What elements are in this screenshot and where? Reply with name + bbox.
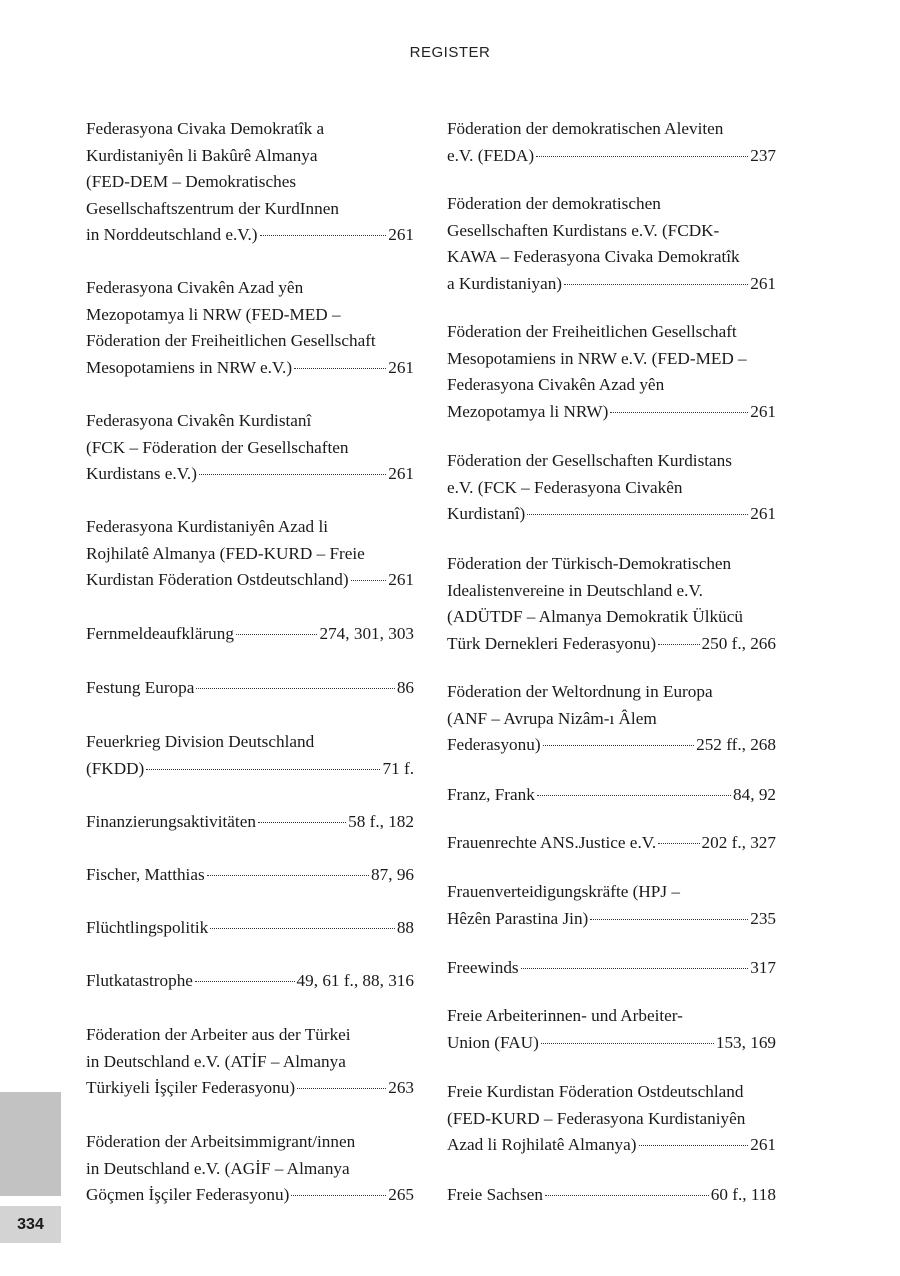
entry-last-line [447, 143, 776, 170]
entry-text: Göçmen İşçiler Federasyonu) [86, 1185, 290, 1204]
dot-leader [590, 919, 748, 920]
entry-last-line [447, 1030, 776, 1057]
entry-text: Kurdistans e.V.) [86, 464, 197, 483]
entry-text: Kurdistan Föderation Ostdeutschland) [86, 570, 349, 589]
entry-line: (FED-DEM – Demokratisches [86, 172, 297, 191]
dot-leader [236, 634, 318, 635]
dot-leader [610, 412, 748, 413]
page-references: 49, 61 f., 88, 316 [296, 971, 414, 990]
entry-last-line [86, 1182, 414, 1209]
entry-line: KAWA – Federasyona Civaka Demokratîk [447, 247, 740, 266]
dot-leader [291, 1195, 386, 1196]
index-entry [86, 275, 414, 381]
entry-line: Feuerkrieg Division Deutschland [86, 732, 315, 751]
thumb-index-tab [0, 1092, 61, 1196]
page-references: 60 f., 118 [710, 1185, 776, 1204]
page-references: 261 [388, 570, 414, 589]
page-references: 261 [750, 401, 776, 421]
entry-line: Föderation der Türkisch-Demokratischen [447, 554, 732, 573]
dot-leader [537, 795, 731, 796]
entry-text: Flüchtlingspolitik [86, 918, 209, 937]
entry-last-line [447, 782, 776, 809]
dot-leader [658, 843, 699, 844]
page-references: 202 f., 327 [701, 833, 776, 852]
entry-line: Föderation der Gesellschaften Kurdistans [447, 451, 732, 470]
entry-line: Frauenverteidigungskräfte (HPJ – [447, 882, 680, 901]
entry-last-line [86, 461, 414, 488]
entry-line: Föderation der demokratischen [447, 194, 661, 213]
entry-line: (FCK – Föderation der Gesellschaften [86, 437, 349, 457]
entry-line: Föderation der demokratischen Aleviten [447, 119, 724, 138]
page-references: 261 [388, 464, 414, 483]
entry-line: Federasyona Civakên Azad yên [86, 278, 304, 297]
page-references: 84, 92 [733, 785, 776, 804]
dot-leader [294, 368, 386, 369]
page-references: 263 [388, 1078, 414, 1097]
entry-last-line [86, 675, 414, 702]
dot-leader [146, 769, 380, 770]
dot-leader [258, 822, 346, 823]
entry-line: Freie Arbeiterinnen- und Arbeiter- [447, 1006, 683, 1025]
dot-leader [541, 1043, 714, 1044]
dot-leader [639, 1145, 749, 1146]
dot-leader [527, 514, 748, 515]
entry-text: Kurdistanî) [447, 504, 526, 523]
entry-line: Föderation der Freiheitlichen Gesellschaft [86, 331, 376, 350]
entry-last-line [86, 915, 414, 942]
index-entry [86, 862, 414, 889]
dot-leader [536, 156, 748, 157]
entry-line: in Deutschland e.V. (AGİF – Almanya [86, 1158, 350, 1178]
entry-last-line [86, 968, 414, 995]
dot-leader [196, 688, 394, 689]
entry-last-line [86, 756, 414, 783]
index-entry [447, 1182, 776, 1209]
index-entry [86, 729, 414, 782]
page-references: 237 [750, 145, 776, 165]
page-references: 317 [750, 958, 776, 977]
index-entry [447, 551, 776, 657]
page-number: 334 [0, 1206, 61, 1243]
index-entry [86, 408, 414, 488]
index-entry [447, 679, 776, 759]
page-references: 250 f., 266 [701, 633, 776, 653]
entry-line: Federasyona Civakên Kurdistanî [86, 411, 312, 430]
entry-last-line [86, 809, 414, 836]
index-entry [447, 1003, 776, 1056]
entry-last-line [86, 621, 414, 648]
entry-line: e.V. (FCK – Federasyona Civakên [447, 477, 683, 497]
entry-line: Föderation der Weltordnung in Europa [447, 682, 713, 701]
running-header: REGISTER [409, 44, 491, 61]
page-references: 88 [396, 918, 414, 937]
dot-leader [543, 745, 695, 746]
entry-line: Föderation der Arbeiter aus der Türkei [86, 1025, 351, 1044]
dot-leader [545, 1195, 709, 1196]
entry-line: Föderation der Arbeitsimmigrant/innen [86, 1132, 356, 1151]
entry-text: Flutkatastrophe [86, 971, 193, 990]
entry-text: Hêzên Parastina Jin) [447, 908, 589, 928]
entry-text: Türkiyeli İşçiler Federasyonu) [86, 1078, 296, 1097]
entry-text: Frauenrechte ANS.Justice e.V. [447, 833, 657, 852]
entry-last-line [86, 567, 414, 594]
entry-text: Freewinds [447, 958, 519, 977]
page-references: 252 ff., 268 [696, 735, 776, 754]
index-entry [447, 1079, 776, 1159]
entry-last-line [447, 906, 776, 933]
dot-leader [297, 1088, 386, 1089]
entry-text: Franz, Frank [447, 785, 535, 804]
page-references: 86 [396, 678, 414, 697]
entry-text: Federasyonu) [447, 735, 541, 754]
dot-leader [351, 580, 387, 581]
entry-text: a Kurdistaniyan) [447, 273, 563, 293]
entry-line: Föderation der Freiheitlichen Gesellschaft [447, 322, 737, 341]
entry-line: (ANF – Avrupa Nizâm-ı Âlem [447, 708, 657, 728]
entry-line: (FED-KURD – Federasyona Kurdistaniyên [447, 1108, 746, 1128]
page-references: 261 [750, 1135, 776, 1154]
entry-line: (ADÜTDF – Almanya Demokratik Ülkücü [447, 607, 743, 626]
index-entry [86, 675, 414, 702]
entry-text: Fischer, Matthias [86, 865, 205, 884]
index-entry [447, 319, 776, 425]
dot-leader [564, 284, 748, 285]
index-entry [447, 955, 776, 982]
entry-last-line [447, 271, 776, 298]
dot-leader [260, 235, 387, 236]
entry-line: Idealistenvereine in Deutschland e.V. [447, 580, 703, 600]
index-entry [86, 621, 414, 648]
index-entry [86, 968, 414, 995]
index-entry [447, 116, 776, 169]
dot-leader [658, 644, 699, 645]
entry-last-line [86, 1075, 414, 1102]
entry-line: Mezopotamya li NRW (FED-MED – [86, 304, 341, 324]
page-references: 261 [388, 357, 414, 377]
entry-line: Freie Kurdistan Föderation Ostdeutschland [447, 1082, 744, 1101]
entry-text: Mezopotamya li NRW) [447, 401, 609, 421]
entry-text: Fernmeldeaufklärung [86, 624, 234, 643]
entry-last-line [86, 222, 414, 249]
entry-last-line [447, 1182, 776, 1209]
page-references: 87, 96 [371, 865, 414, 884]
entry-text: Azad li Rojhilatê Almanya) [447, 1135, 637, 1154]
entry-line: Gesellschaften Kurdistans e.V. (FCDK- [447, 220, 720, 240]
entry-line: Federasyona Kurdistaniyên Azad li [86, 517, 328, 536]
entry-text: e.V. (FEDA) [447, 145, 535, 165]
dot-leader [210, 928, 395, 929]
index-entry [447, 191, 776, 297]
index-entry [86, 1129, 414, 1209]
entry-last-line [447, 1132, 776, 1159]
entry-text: Union (FAU) [447, 1032, 539, 1052]
entry-last-line [447, 732, 776, 759]
entry-line: Gesellschaftszentrum der KurdInnen [86, 198, 339, 218]
entry-last-line [447, 955, 776, 982]
index-entry [86, 1022, 414, 1102]
dot-leader [207, 875, 369, 876]
entry-line: Federasyona Civaka Demokratîk a [86, 119, 325, 138]
index-entry [86, 809, 414, 836]
index-entry [447, 879, 776, 932]
entry-last-line [86, 862, 414, 889]
entry-line: in Deutschland e.V. (ATİF – Almanya [86, 1051, 346, 1071]
entry-line: Federasyona Civakên Azad yên [447, 375, 665, 394]
entry-text: Türk Dernekleri Federasyonu) [447, 633, 657, 653]
entry-last-line [447, 501, 776, 528]
page-references: 235 [750, 908, 776, 928]
entry-last-line [447, 631, 776, 658]
entry-text: Freie Sachsen [447, 1185, 543, 1204]
page-references: 153, 169 [715, 1032, 776, 1052]
dot-leader [521, 968, 749, 969]
entry-text: (FKDD) [86, 758, 145, 778]
page-references: 261 [750, 504, 776, 523]
index-entry [86, 116, 414, 249]
entry-last-line [447, 399, 776, 426]
page-references: 265 [388, 1185, 414, 1204]
entry-line: Kurdistaniyên li Bakûrê Almanya [86, 145, 318, 165]
index-entry [86, 514, 414, 594]
entry-line: Mesopotamiens in NRW e.V. (FED-MED – [447, 348, 747, 368]
index-entry [447, 830, 776, 857]
page-references: 261 [750, 273, 776, 293]
entry-text: Festung Europa [86, 678, 195, 697]
entry-text: Mesopotamiens in NRW e.V.) [86, 357, 293, 377]
index-entry [447, 448, 776, 528]
page-references: 261 [388, 225, 414, 244]
dot-leader [199, 474, 386, 475]
entry-last-line [86, 355, 414, 382]
index-entry [447, 782, 776, 809]
page-references: 274, 301, 303 [319, 624, 414, 643]
entry-text: Finanzierungsaktivitäten [86, 812, 256, 831]
dot-leader [195, 981, 295, 982]
entry-text: in Norddeutschland e.V.) [86, 225, 258, 244]
entry-line: Rojhilatê Almanya (FED-KURD – Freie [86, 543, 365, 563]
entry-last-line [447, 830, 776, 857]
index-entry [86, 915, 414, 942]
page-references: 58 f., 182 [348, 812, 414, 831]
page-references: 71 f. [382, 758, 414, 778]
